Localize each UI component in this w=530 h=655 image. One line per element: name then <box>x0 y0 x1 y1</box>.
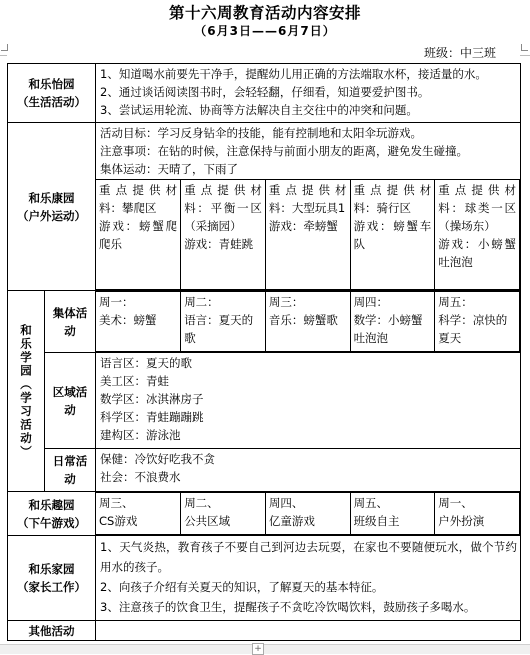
xue-day-col <box>350 292 435 352</box>
label-kang-line1: 和乐康园 <box>28 190 75 205</box>
class-info <box>424 44 496 61</box>
qu-col <box>265 493 350 535</box>
qu-day: 周二、 <box>184 496 219 510</box>
xue-day-content: 语言：夏天的歌 <box>184 313 254 345</box>
corner-mark <box>521 44 528 51</box>
kang-activity: 活动目标：学习反身钻伞的技能，能有控制地和太阳伞玩游戏。 <box>100 126 422 140</box>
qu-col <box>181 493 266 535</box>
xue-day: 周五： <box>438 295 473 309</box>
xue-day: 周二： <box>184 295 219 309</box>
label-xue-daily: 日常活动 <box>45 449 96 492</box>
daily-item: 保健：冷饮好吃我不贪 <box>100 452 215 466</box>
yi-item: 3、尝试运用轮流、协商等方法解决自主交往中的冲突和问题。 <box>100 103 418 117</box>
content-qu <box>96 492 521 536</box>
area-item: 建构区：游泳池 <box>100 428 181 442</box>
kang-game: 游戏：青蛙跳 <box>184 237 254 251</box>
row-qu <box>8 492 521 536</box>
jia-item: 1、天气炎热，教育孩子不要自己到河边去玩耍，在家也不要随便玩水，做个节约用水的孩子。 <box>100 540 517 574</box>
label-xue-collective: 集体活动 <box>45 291 96 353</box>
row-kang <box>8 123 521 291</box>
qu-day: 周一、 <box>438 496 473 510</box>
label-yi-line2: （生活活动） <box>17 95 86 109</box>
qu-columns <box>96 492 520 535</box>
kang-material: 重点提供材料：大型玩具1 <box>268 183 347 215</box>
label-jia <box>8 536 96 621</box>
row-jia <box>8 536 521 621</box>
qu-col <box>96 493 181 535</box>
xue-day-col <box>265 292 350 352</box>
area-item: 语言区：夏天的歌 <box>100 356 192 370</box>
content-jia <box>96 536 521 621</box>
qu-day: 周四、 <box>268 496 304 510</box>
label-xue <box>8 291 45 492</box>
xue-day-content: 美术：螃蟹 <box>99 313 157 327</box>
kang-col <box>350 180 435 290</box>
row-other <box>8 621 521 641</box>
area-item: 美工区：青蛙 <box>100 374 169 388</box>
content-other <box>96 621 521 641</box>
kang-game: 游戏：螃蟹车队 <box>353 219 432 251</box>
label-yi <box>8 64 96 123</box>
label-kang <box>8 123 96 291</box>
label-qu <box>8 492 96 536</box>
qu-game: 亿童游戏 <box>268 514 315 528</box>
qu-game: 公共区域 <box>184 514 231 528</box>
jia-item: 3、注意孩子的饮食卫生，提醒孩子不贪吃冷饮喝饮料，鼓励孩子多喝水。 <box>100 600 476 614</box>
kang-game: 游戏：螃蟹爬爬乐 <box>99 219 178 251</box>
kang-game: 游戏：小螃蟹吐泡泡 <box>438 237 516 269</box>
kang-material: 重点提供材料：骑行区 <box>353 183 432 215</box>
schedule-table <box>7 63 521 641</box>
page-subtitle: （6月3日——6月7日） <box>194 24 336 38</box>
xue-day-col <box>96 292 181 352</box>
kang-col <box>435 180 520 290</box>
row-xue-daily <box>8 449 521 492</box>
xue-day-col <box>435 292 520 352</box>
label-qu-line2: （下午游戏） <box>17 515 86 530</box>
xue-day: 周三： <box>268 295 304 309</box>
content-xue-area <box>96 353 521 449</box>
kang-columns <box>96 179 520 290</box>
margin-guide <box>0 55 7 56</box>
xue-day-content: 科学：凉快的夏天 <box>438 313 508 345</box>
expand-icon[interactable]: + <box>252 643 264 655</box>
label-xue-area: 区域活动 <box>45 353 96 449</box>
qu-game: CS游戏 <box>99 514 138 528</box>
label-yi-line1: 和乐怡园 <box>28 77 75 91</box>
xue-day-content: 数学：小螃蟹吐泡泡 <box>353 313 423 345</box>
kang-col <box>265 180 350 290</box>
daily-item: 社会：不浪费水 <box>100 470 181 484</box>
kang-col <box>181 180 266 290</box>
label-xue-text: 和乐学园（学习活动） <box>19 323 33 459</box>
content-xue-daily <box>96 449 521 492</box>
kang-col <box>96 180 181 290</box>
jia-item: 2、向孩子介绍有关夏天的知识，了解夏天的基本特征。 <box>100 580 384 594</box>
yi-item: 2、通过谈话阅读图书时，会轻轻翻，仔细看，知道要爱护图书。 <box>100 85 430 99</box>
class-label: 班级： <box>423 46 460 60</box>
qu-col <box>350 493 435 535</box>
row-xue-collective <box>8 291 521 353</box>
page-title: 第十六周教育活动内容安排 <box>168 4 361 22</box>
content-yi <box>96 64 521 123</box>
qu-col <box>435 493 520 535</box>
corner-mark <box>1 44 8 51</box>
label-jia-line1: 和乐家园 <box>28 562 75 576</box>
xue-day-content: 音乐：螃蟹歌 <box>268 313 338 327</box>
content-kang <box>96 123 521 291</box>
content-xue-collective <box>96 291 521 353</box>
qu-day: 周五、 <box>353 496 389 510</box>
xue-day: 周一： <box>99 295 134 309</box>
kang-notice: 注意事项：在钻的时候，注意保持与前面小朋友的距离，避免发生碰撞。 <box>100 144 468 158</box>
qu-game: 班级自主 <box>353 514 400 528</box>
kang-material: 重点提供材料：攀爬区 <box>99 183 178 215</box>
row-xue-area <box>8 353 521 449</box>
kang-material: 重点提供材料：平衡一区（采摘园） <box>184 183 262 233</box>
kang-material: 重点提供材料：球类一区（操场东） <box>438 183 516 233</box>
label-qu-line1: 和乐趣园 <box>28 497 75 512</box>
kang-game: 游戏：牵螃蟹 <box>268 219 338 233</box>
label-other: 其他活动 <box>8 621 96 641</box>
xue-day: 周四： <box>353 295 389 309</box>
area-item: 科学区：青蛙蹦蹦跳 <box>100 410 204 424</box>
label-kang-line2: （户外运动） <box>17 208 86 223</box>
kang-collective: 集体运动：天晴了，下雨了 <box>100 162 238 176</box>
class-name: 中三班 <box>459 46 496 60</box>
xue-collective-days <box>96 291 520 352</box>
margin-guide <box>520 55 530 56</box>
row-yi <box>8 64 521 123</box>
qu-day: 周三、 <box>99 496 134 510</box>
label-jia-line2: （家长工作） <box>17 580 86 594</box>
qu-game: 户外扮演 <box>438 514 485 528</box>
area-item: 数学区：冰淇淋房子 <box>100 392 204 406</box>
yi-item: 1、知道喝水前要先干净手，提醒幼儿用正确的方法端取水杯，接适量的水。 <box>100 67 487 81</box>
xue-day-col <box>181 292 266 352</box>
